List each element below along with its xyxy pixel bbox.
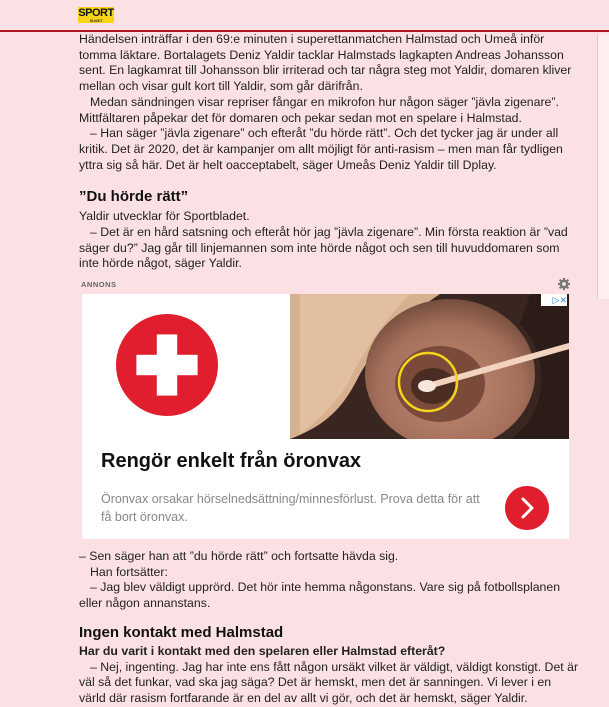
sportbladet-logo[interactable]	[78, 7, 114, 23]
article-body	[79, 32, 579, 272]
logo-sub: BLADET	[89, 18, 103, 23]
logo-main: SPORT	[78, 7, 114, 19]
ad-image[interactable]	[290, 294, 569, 439]
sidebar-edge	[597, 34, 609, 299]
paragraph: – Jag blev väldigt upprörd. Det hör inte hemma någonstans. Vare sig på fotbollsplanen eller någon annanstans.	[79, 580, 561, 611]
subheading: Ingen kontakt med Halmstad	[79, 623, 284, 641]
ad-description[interactable]: Öronvax orsakar hörselnedsättning/minnesförlust. Prova detta för att få bort öronvax.	[101, 492, 480, 524]
ad-card[interactable]	[82, 294, 569, 539]
paragraph: – Sen säger han att ”du hörde rätt” och fortsatte hävda sig.	[79, 549, 399, 563]
paragraph: – Det är en hård satsning och efteråt hör jag ”jävla zigenare”. Min första reaktion är ”vad säger du?” Jag går till linjemannen som inte hörde något och sen till huvuddomaren som inte hörde något, säger Yaldir.	[79, 225, 568, 271]
adchoices-icon[interactable]: ▷✕	[541, 294, 567, 306]
ad-headline[interactable]: Rengör enkelt från öronvax	[101, 450, 362, 472]
paragraph: Yaldir utvecklar för Sportbladet.	[79, 209, 250, 224]
advertisement[interactable]	[79, 277, 571, 539]
top-bar	[0, 0, 609, 32]
subheading: ”Du hörde rätt”	[79, 188, 189, 206]
ear-photo	[290, 294, 569, 439]
ad-label: ANNONS	[81, 280, 117, 289]
arrow-right-icon[interactable]	[505, 486, 549, 530]
red-cross-icon	[116, 314, 218, 416]
paragraph: Han fortsätter:	[90, 564, 168, 579]
paragraph: Händelsen inträffar i den 69:e minuten i superettanmatchen Halmstad och Umeå inför tomma läktare. Bortalagets Deniz Yaldir tacklar Halmstads lagkapten Andreas Johansson sent. En lagkamrat till Johansson blir irriterad och tar några steg mot Yaldir, domaren kliver mellan och visar gult kort till Yaldir, som går därifrån.	[79, 32, 572, 94]
article-body-continued	[79, 549, 579, 707]
paragraph: – Nej, ingenting. Jag har inte ens fått någon ursäkt vilket är väldigt, väldigt konstigt. Det är väl så det funkar, vad ska jag säga? Det är hemskt, men det är sanningen. Vi lever i en värld där rasism fortfarande är en del av allt vi gör, och det är hemskt, säger Yaldir.	[79, 659, 579, 705]
gear-icon[interactable]	[557, 277, 571, 291]
paragraph: Medan sändningen visar repriser fångar en mikrofon hur någon säger ”jävla zigenare”. Mittfältaren påpekar det för domaren och pekar sedan mot en spelare i Halmstad.	[79, 94, 559, 125]
paragraph: – Han säger ”jävla zigenare” och efteråt ”du hörde rätt”. Och det tycker jag är under all kritik. Det är 2020, det är kampanjer om allt möjligt för anti-rasism – men man får tydligen yttra sig så här. Det är helt oacceptabelt, säger Umeås Deniz Yaldir till Dplay.	[79, 126, 563, 172]
question: Har du varit i kontakt med den spelaren eller Halmstad efteråt?	[79, 643, 446, 658]
